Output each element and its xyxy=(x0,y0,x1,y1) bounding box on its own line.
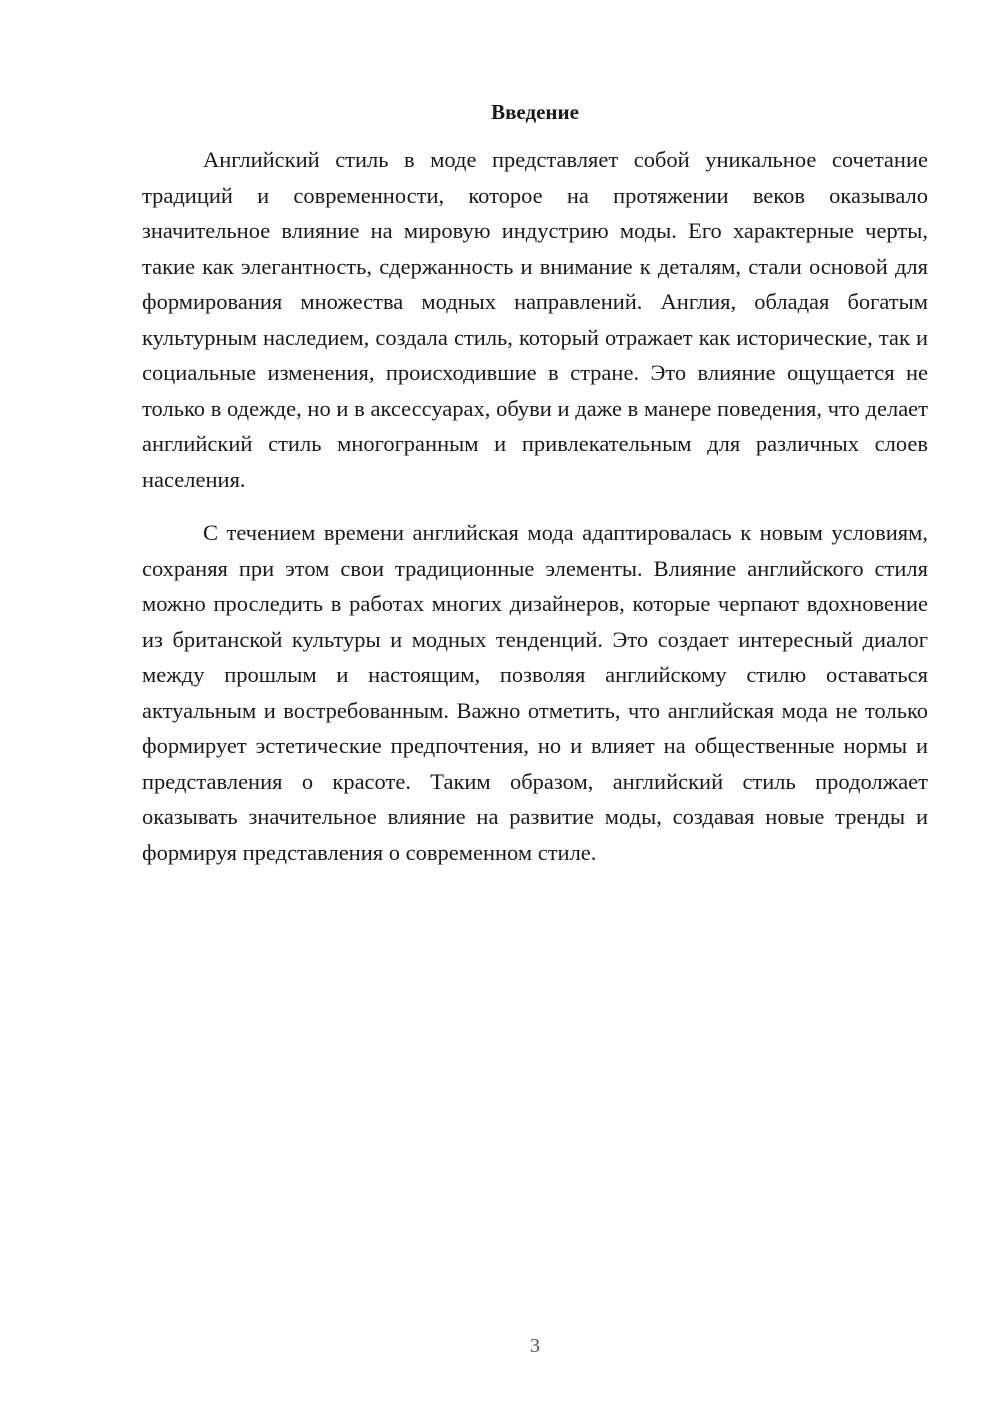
page-number: 3 xyxy=(530,1335,540,1357)
section-heading: Введение xyxy=(491,100,579,124)
paragraph-1: Английский стиль в моде представляет собой уникальное сочетание традиций и современности, которое на протяжении веков оказывало значительное влияние на мировую индустрию моды. Его характерные черты, такие как элегантность, сдержанность и внимание к деталям, стали основой для формирования множества модных направлений. Англия, обладая богатым культурным наследием, создала стиль, который отражает как исторические, так и социальные изменения, происходившие в стране. Это влияние ощущается не только в одежде, но и в аксессуарах, обуви и даже в манере поведения, что делает английский стиль многогранным и привлекательным для различных слоев населения. xyxy=(142,147,928,492)
paragraph-2: С течением времени английская мода адаптировалась к новым условиям, сохраняя при этом свои традиционные элементы. Влияние английского стиля можно проследить в работах многих дизайнеров, которые черпают вдохновение из британской культуры и модных тенденций. Это создает интересный диалог между прошлым и настоящим, позволяя английскому стилю оставаться актуальным и востребованным. Важно отметить, что английская мода не только формирует эстетические предпочтения, но и влияет на общественные нормы и представления о красоте. Таким образом, английский стиль продолжает оказывать значительное влияние на развитие моды, создавая новые тренды и формируя представления о современном стиле. xyxy=(142,520,928,865)
body-text xyxy=(142,142,928,870)
